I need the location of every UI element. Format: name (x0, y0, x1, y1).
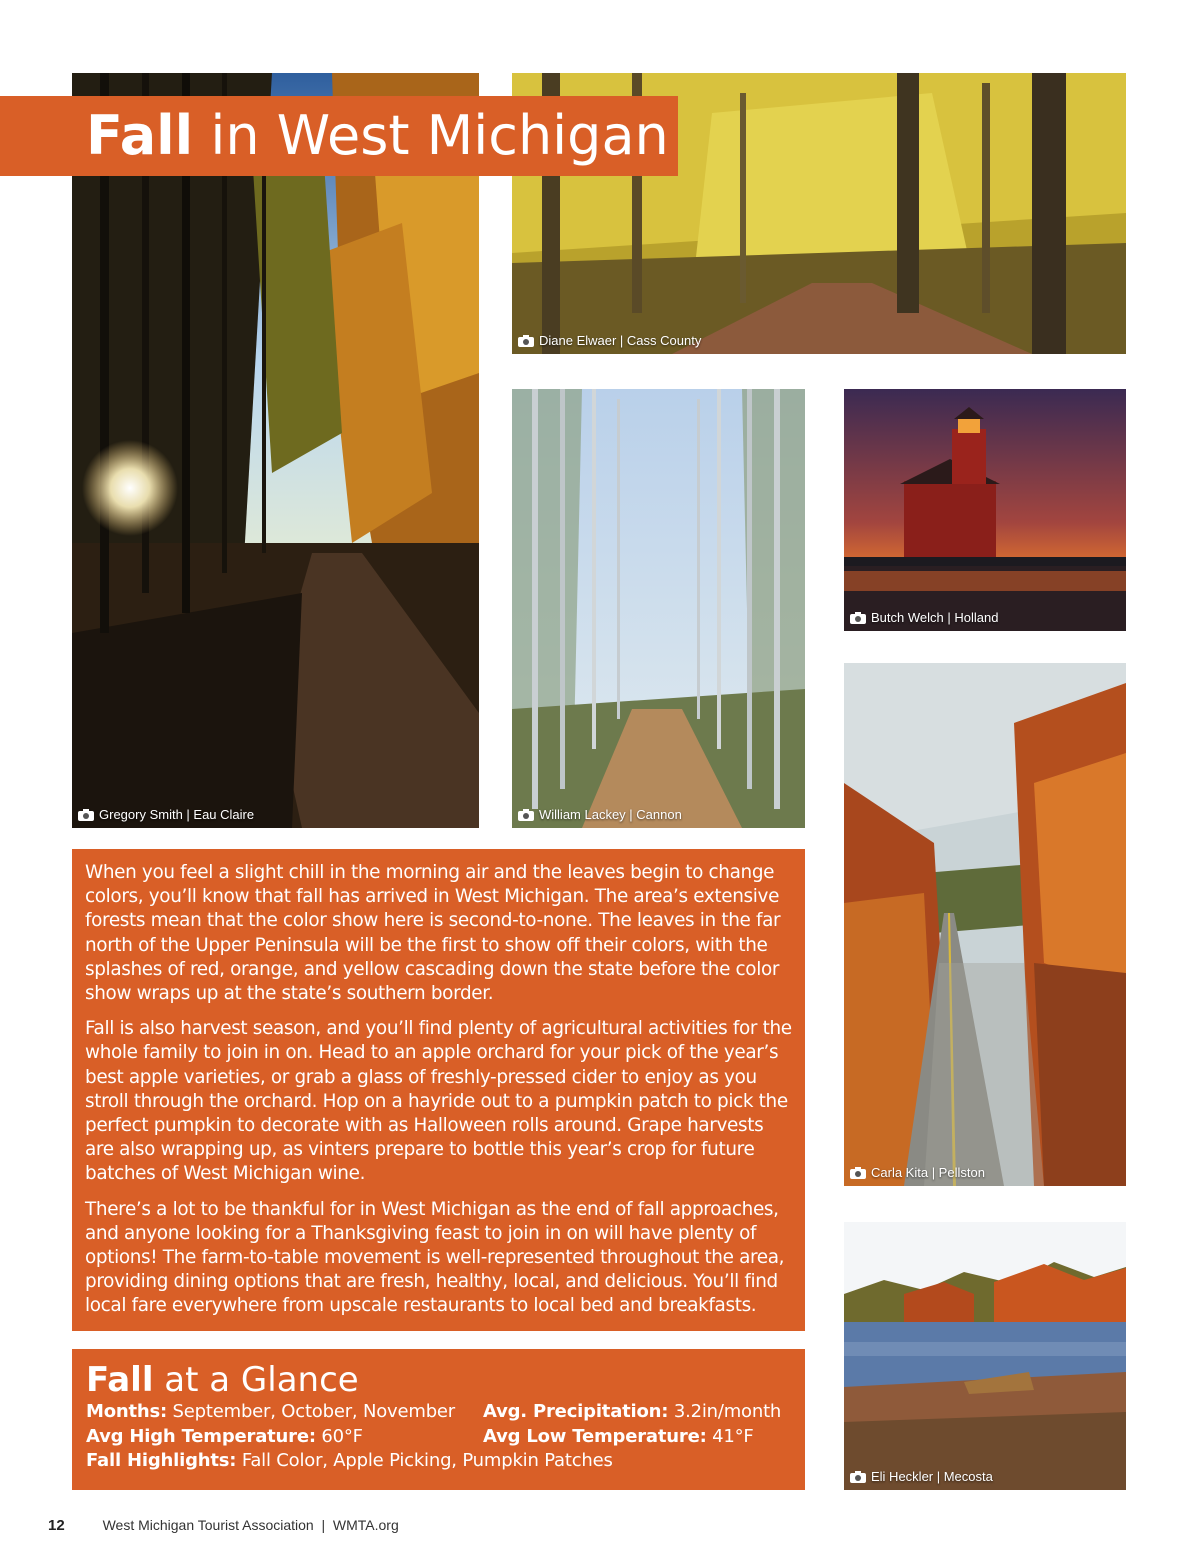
page-footer (48, 1517, 399, 1534)
article-body (72, 849, 805, 1331)
page-number: 12 (48, 1517, 65, 1534)
photo-credit: Butch Welch | Holland (850, 610, 998, 625)
precipitation-stat: Avg. Precipitation: 3.2in/month (483, 1401, 782, 1422)
camera-icon (518, 809, 534, 821)
glance-row (86, 1449, 791, 1474)
body-paragraph: When you feel a slight chill in the morning air and the leaves begin to change colors, you’ll know that fall has arrived in West Michigan. The area’s extensive forests mean that the color show here is second-to-none. The leaves in the far north of the Upper Peninsula will be the first to show off their colors, with the splashes of red, orange, and yellow cascading down the state before the color show wraps up at the state’s southern border. (85, 862, 781, 1005)
photo-forest-sunburst (72, 73, 479, 828)
photo-lake-marsh (844, 1222, 1126, 1490)
photo-pine-forest-path (512, 389, 805, 828)
fall-at-a-glance (72, 1349, 805, 1490)
low-temp-stat: Avg Low Temperature: 41°F (483, 1425, 754, 1447)
photo-credit: William Lackey | Cannon (518, 807, 682, 822)
footer-org-link: West Michigan Tourist Association | WMTA.org (102, 1517, 399, 1533)
high-temp-stat: Avg High Temperature: 60°F (86, 1425, 363, 1447)
camera-icon (850, 612, 866, 624)
glance-title: Fall at a Glance (86, 1360, 359, 1400)
glance-row (86, 1400, 791, 1425)
body-paragraph: Fall is also harvest season, and you’ll find plenty of agricultural activities for the whole family to join in on. Head to an apple orchard for your pick of the year’s best apple varieties, or grab a glass of freshly-pressed cider to enjoy as you stroll through the orchard. Hop on a hayride out to a pumpkin patch to pick the perfect pumpkin to decorate with as Halloween rolls around. Grape harvests are also wrapping up, as vinters prepare to bottle this year’s crop for future batches of West Michigan wine. (85, 1018, 792, 1185)
months-stat: Months: September, October, November (86, 1401, 456, 1422)
glance-row (86, 1425, 791, 1450)
photo-lighthouse-sunset (844, 389, 1126, 631)
page-title: Fall in West Michigan (86, 104, 669, 167)
photo-credit: Carla Kita | Pellston (850, 1165, 985, 1180)
highlights-stat: Fall Highlights: Fall Color, Apple Picking, Pumpkin Patches (86, 1450, 613, 1471)
body-paragraph: There’s a lot to be thankful for in West Michigan as the end of fall approaches, and anyone looking for a Thanksgiving feast to join in on will have plenty of options! The farm-to-table movement is well-represented throughout the area, providing dining options that are fresh, healthy, local, and delicious. You’ll find local fare everywhere from upscale restaurants to local bed and breakfasts. (85, 1198, 785, 1317)
camera-icon (850, 1471, 866, 1483)
camera-icon (850, 1167, 866, 1179)
photo-rolling-road (844, 663, 1126, 1186)
camera-icon (78, 809, 94, 821)
photo-credit: Diane Elwaer | Cass County (518, 333, 701, 348)
photo-credit: Gregory Smith | Eau Claire (78, 807, 254, 822)
camera-icon (518, 335, 534, 347)
photo-credit: Eli Heckler | Mecosta (850, 1469, 993, 1484)
